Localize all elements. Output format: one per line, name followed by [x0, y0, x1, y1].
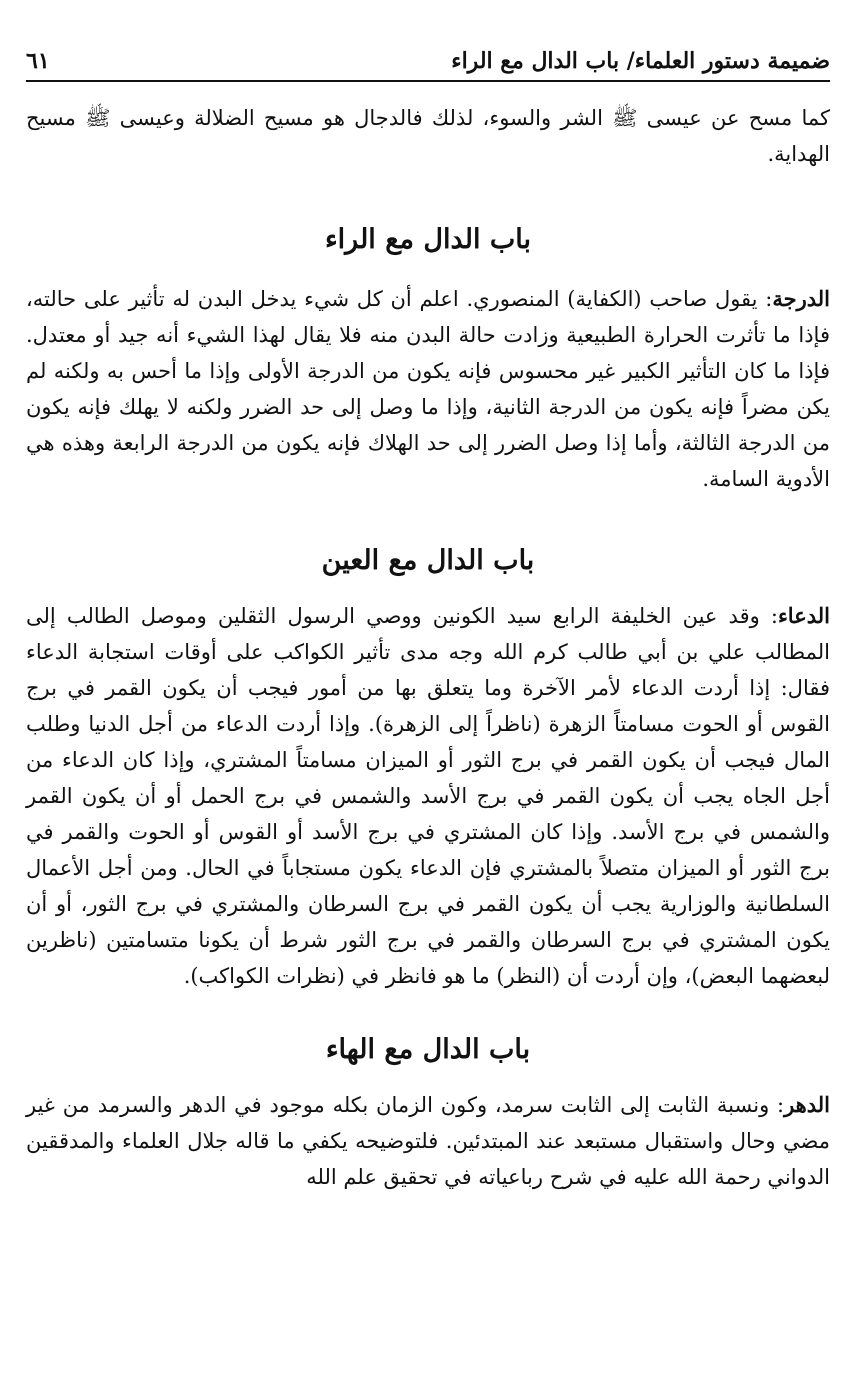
entry-term: الدرجة [772, 286, 830, 311]
running-title: ضميمة دستور العلماء/ باب الدال مع الراء [451, 48, 830, 74]
page-content [26, 100, 830, 1195]
intro-paragraph: كما مسح عن عيسى ﷺ الشر والسوء، لذلك فالدجال هو مسيح الضلالة وعيسى ﷺ مسيح الهداية. [26, 106, 830, 166]
entry-term: الدهر [784, 1092, 830, 1117]
section-heading-dal-ha: باب الدال مع الهاء [325, 1034, 531, 1065]
page-number: ٦١ [26, 48, 50, 74]
entry-duaa [26, 598, 830, 994]
entry-dahr [26, 1087, 830, 1195]
entry-body: : ونسبة الثابت إلى الثابت سرمد، وكون الزمان بكله موجود في الدهر والسرمد من غير مضي وحال واستقبال مستبعد عند المبتدئين. فلتوضيحه يكفي ما قاله جلال العلماء والمدققين الدواني رحمة الله عليه في شرح رباعياته في تحقيق علم الله [26, 1093, 830, 1189]
entry-daraja [26, 281, 830, 497]
section-heading-dal-ra: باب الدال مع الراء [324, 224, 532, 255]
entry-body: : وقد عين الخليفة الرابع سيد الكونين ووصي الرسول الثقلين وموصل الطالب إلى المطالب علي بن أبي طالب كرم الله وجه مدى تأثير الكواكب على أوقات استجابة الدعاء فقال: إذا أردت الدعاء لأمر الآخرة وما يتعلق بها من أمور فيجب أن يكون القمر في برج القوس أو الحوت مسامتاً الزهرة (ناظراً إلى الزهرة). وإذا أردت الدعاء من أجل الدنيا وطلب المال فيجب أن يكون القمر في برج الثور أو الميزان مسامتاً المشتري، وإذا كان الدعاء من أجل الجاه يجب أن يكون القمر في برج الأسد والشمس في برج الحمل أو أن يكون القمر والشمس في برج الأسد. وإذا كان المشتري في برج الأسد أو القوس أو الحوت والقمر في برج الثور أو الميزان متصلاً بالمشتري فإن الدعاء يكون مستجاباً في الحال. ومن أجل الأعمال السلطانية والوزارية يجب أن يكون القمر في برج السرطان والمشتري في برج الثور، أو أن يكون المشتري في برج السرطان والقمر في برج الثور شرط أن يكونا متسامتين (ناظرين لبعضهما البعض)، وإن أردت أن (النظر) ما هو فانظر في (نظرات الكواكب). [26, 604, 830, 988]
entry-term: الدعاء [777, 603, 830, 628]
section-heading-dal-ain: باب الدال مع العين [321, 545, 535, 576]
entry-body: : يقول صاحب (الكفاية) المنصوري. اعلم أن كل شيء يدخل البدن له تأثير على حالته، فإذا ما تأثرت الحرارة الطبيعية وزادت حالة البدن منه فلا يقال لهذا الشيء أنه جيد أو معتدل. فإذا ما كان التأثير الكبير غير محسوس فإنه يكون من الدرجة الأولى وإذا ما أحس به ولكنه لم يكن مضراً فإنه يكون من الدرجة الثانية، وإذا ما وصل إلى حد الضرر ولكنه لا يهلك فإنه يكون من الدرجة الثالثة، وأما إذا وصل الضرر إلى حد الهلاك فإنه يكون من الدرجة الرابعة وهذه هي الأدوية السامة. [26, 287, 830, 491]
page-header [26, 36, 830, 82]
